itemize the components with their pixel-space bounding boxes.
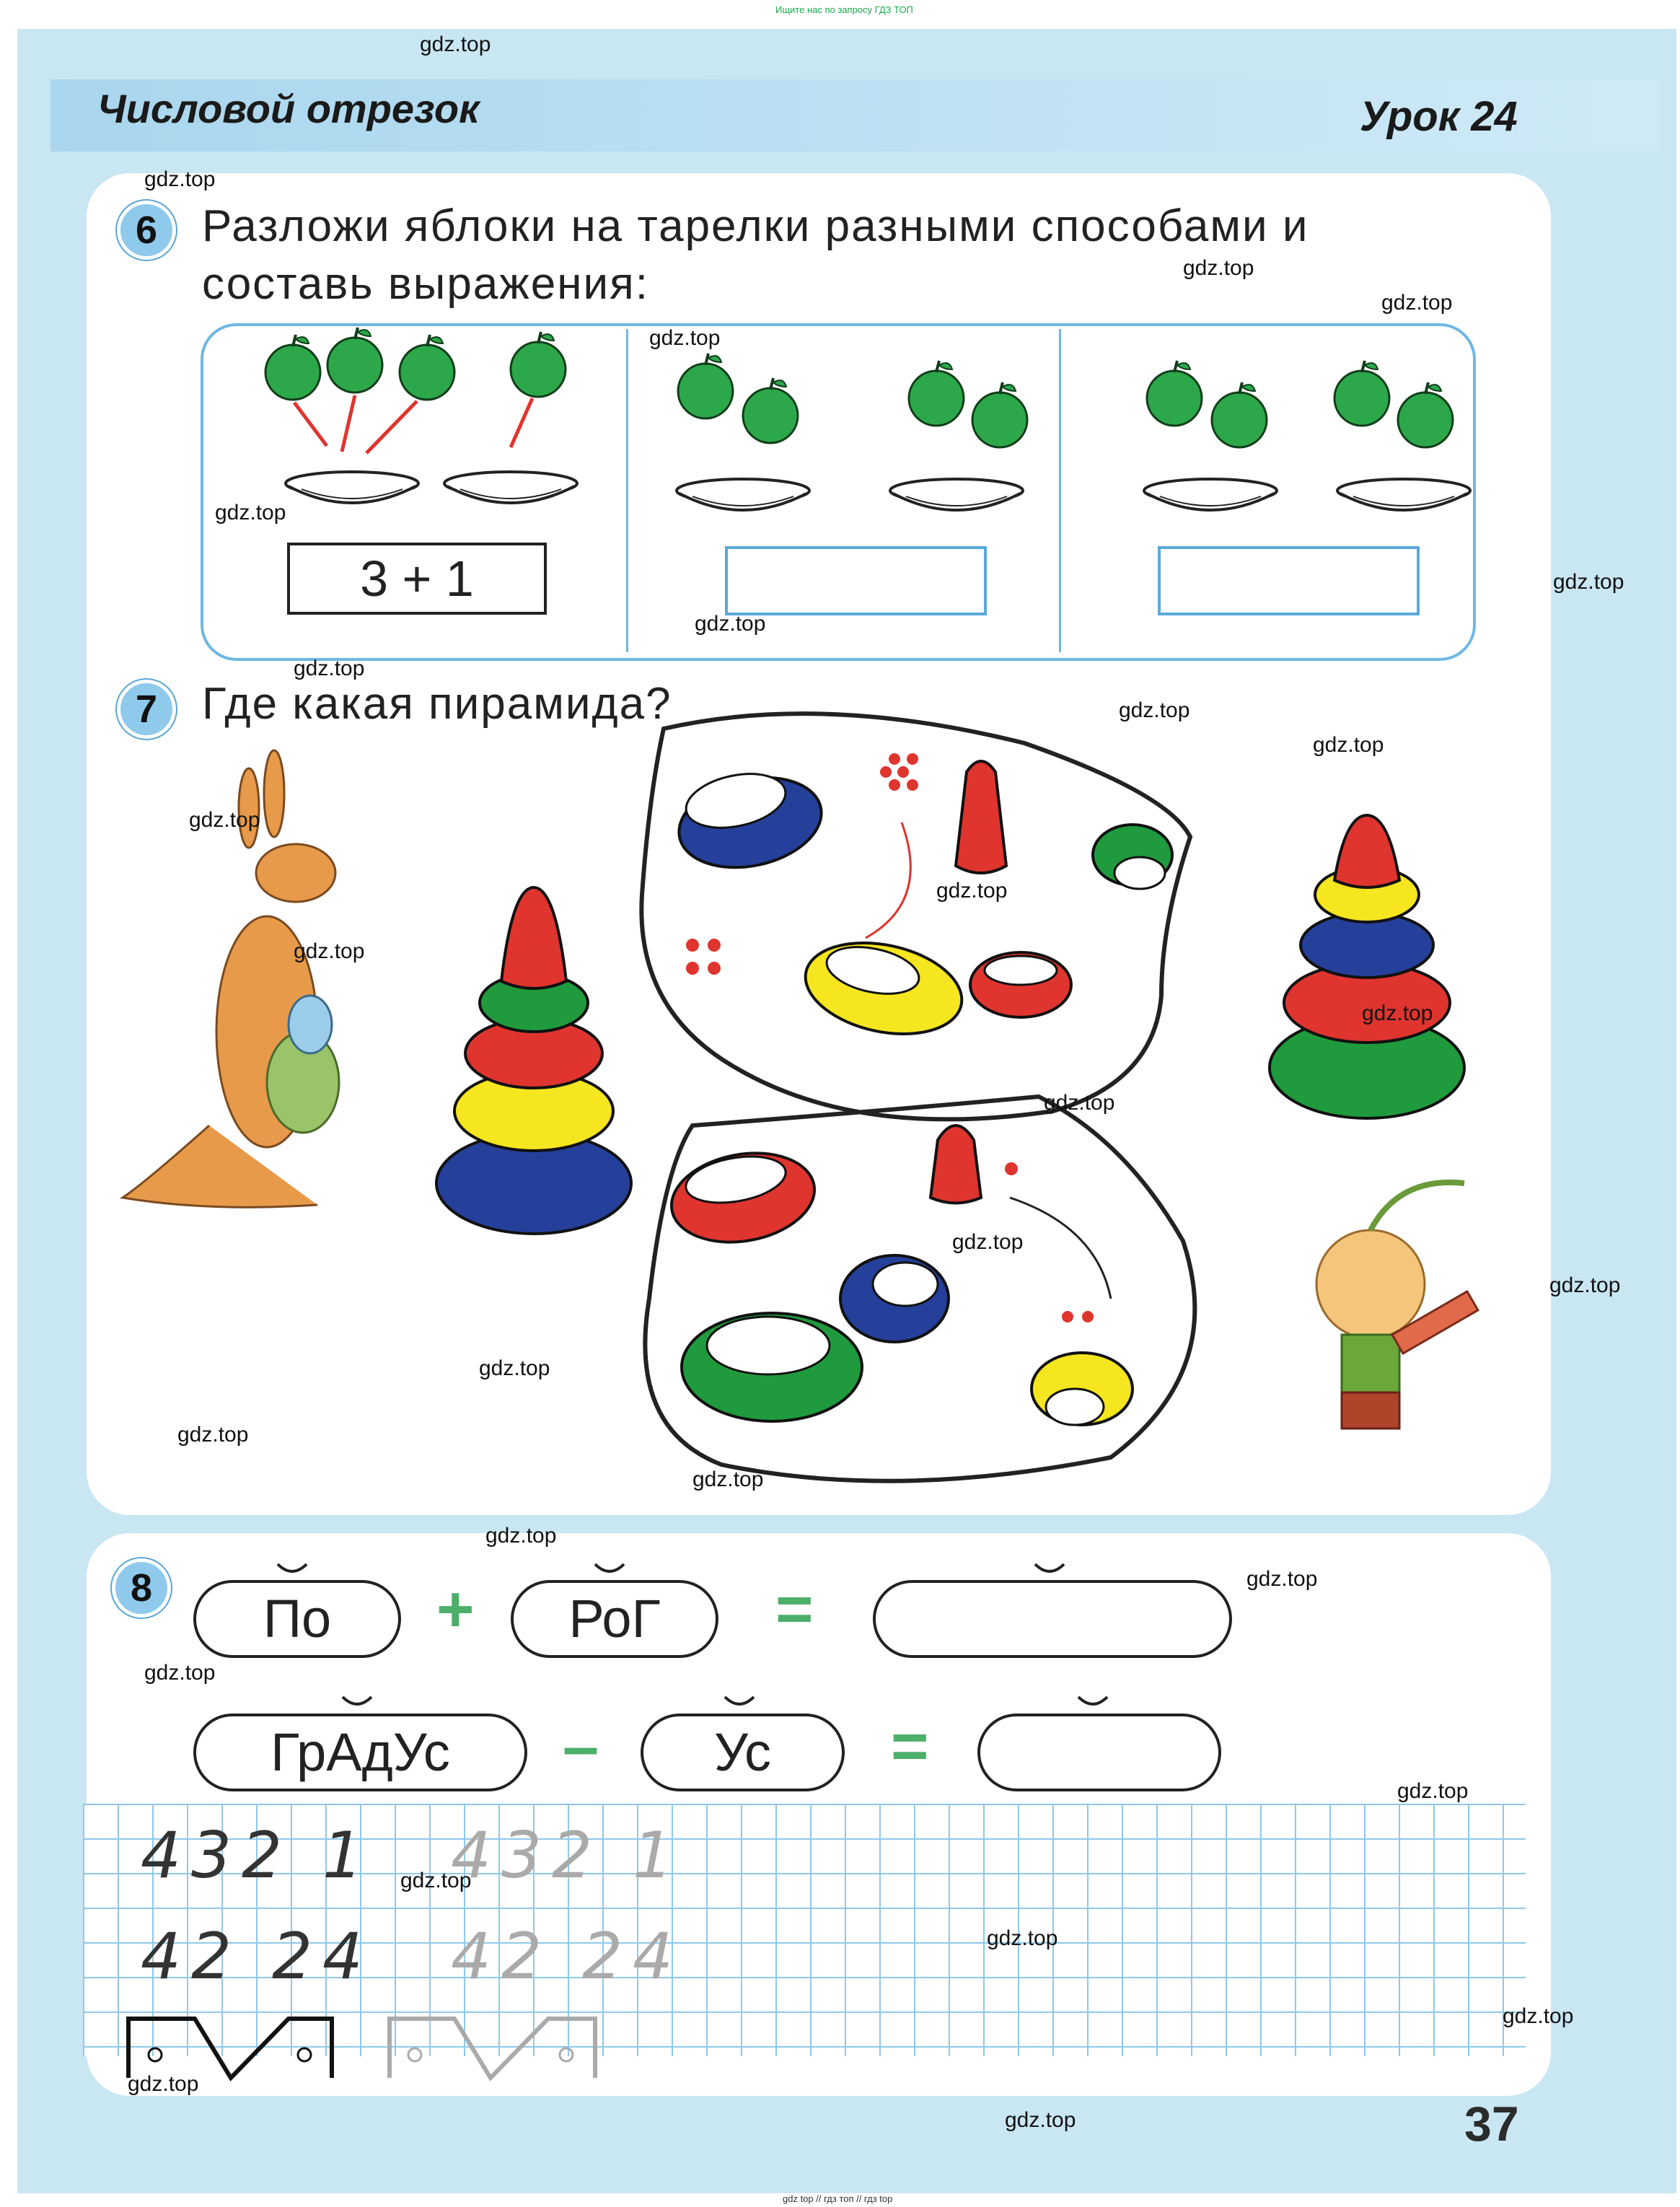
watermark: gdz.top <box>144 1661 216 1685</box>
watermark: gdz.top <box>952 1230 1024 1254</box>
watermark: gdz.top <box>1005 2108 1076 2132</box>
equals-sign: = <box>775 1574 814 1646</box>
watermark: gdz.top <box>128 2072 199 2096</box>
watermark: gdz.top <box>177 1423 249 1447</box>
writing-sample-light: 432 1 <box>451 1818 683 1892</box>
watermark: gdz.top <box>1313 733 1384 757</box>
writing-sample-light: 42 24 <box>451 1919 683 1993</box>
watermark: gdz.top <box>400 1869 472 1892</box>
watermark: gdz.top <box>294 657 365 680</box>
plus-sign: + <box>436 1574 475 1646</box>
word-pill: ГрАдУс <box>193 1714 527 1791</box>
watermark: gdz.top <box>1044 1091 1115 1115</box>
equals-sign: = <box>891 1711 929 1783</box>
watermark: gdz.top <box>936 879 1008 903</box>
task7-text: Где какая пирамида? <box>202 679 672 729</box>
watermark: gdz.top <box>189 808 260 832</box>
watermark: gdz.top <box>144 167 216 191</box>
task-number-badge: 8 <box>112 1558 171 1618</box>
watermark: gdz.top <box>420 32 491 56</box>
watermark: gdz.top <box>695 612 766 636</box>
watermark: gdz.top <box>692 1467 764 1491</box>
watermark: gdz.top <box>1397 1779 1469 1803</box>
watermark: gdz.top <box>294 939 365 963</box>
header-title: Числовой отрезок <box>97 86 480 131</box>
watermark: gdz.top <box>485 1524 557 1548</box>
task6-text-line2: составь выражения: <box>202 259 649 309</box>
watermark: gdz.top <box>1549 1273 1621 1297</box>
watermark: gdz.top <box>215 501 286 525</box>
task-number-badge: 6 <box>117 201 176 260</box>
bottom-note: gdz top // гдз топ // гдз top <box>783 2193 893 2204</box>
page-number: 37 <box>1464 2097 1519 2151</box>
top-note: Ищите нас по запросу ГДЗ ТОП <box>775 4 913 15</box>
watermark: gdz.top <box>1183 256 1254 280</box>
watermark: gdz.top <box>649 326 721 350</box>
writing-sample-dark: 42 24 <box>141 1919 373 1993</box>
word-pill: Ус <box>641 1714 845 1791</box>
watermark: gdz.top <box>1553 570 1624 594</box>
watermark: gdz.top <box>1119 698 1190 722</box>
watermark: gdz.top <box>987 1926 1058 1950</box>
task-number-badge: 7 <box>117 680 176 739</box>
minus-sign: – <box>563 1711 599 1783</box>
watermark: gdz.top <box>479 1356 550 1380</box>
word-pill: По <box>193 1580 401 1658</box>
watermark: gdz.top <box>1362 1001 1433 1025</box>
watermark: gdz.top <box>1246 1567 1318 1591</box>
writing-sample-dark: 432 1 <box>141 1818 373 1892</box>
watermark: gdz.top <box>1503 2004 1574 2028</box>
watermark: gdz.top <box>1381 291 1453 315</box>
lesson-label: Урок 24 <box>1360 93 1518 140</box>
task6-text-line1: Разложи яблоки на тарелки разными способами и <box>202 201 1309 251</box>
answer-filled-box: 3 + 1 <box>287 543 547 615</box>
word-pill: РоГ <box>511 1580 718 1658</box>
